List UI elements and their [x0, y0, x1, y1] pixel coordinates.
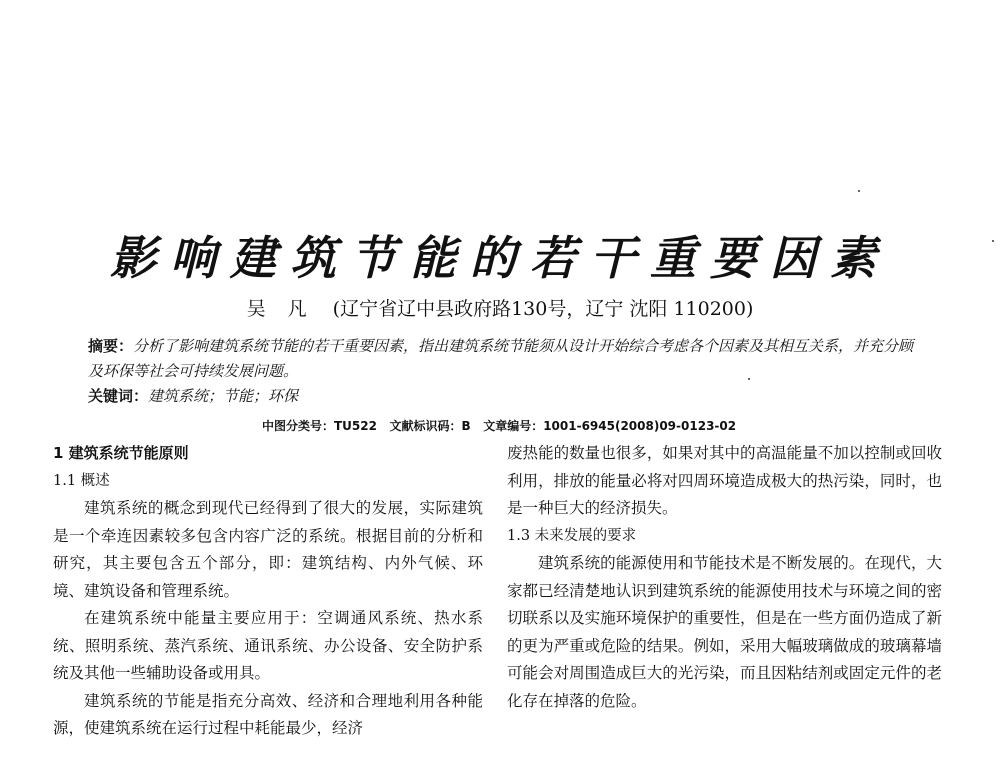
- left-column: [53, 440, 483, 743]
- paragraph-1: 建筑系统的概念到现代已经得到了很大的发展，实际建筑是一个牵连因素较多包含内容广泛的系统。根据目前的分析和研究，其主要包含五个部分，即：建筑结构、内外气候、环境、建筑设备和管理系统。: [53, 499, 483, 600]
- subsection-heading-1-1: 1.1 概述: [53, 472, 110, 489]
- keywords: [88, 384, 918, 409]
- section-heading-1: 1 建筑系统节能原则: [53, 444, 189, 462]
- scan-speck: [992, 240, 994, 242]
- author-name: 吴 凡: [246, 298, 315, 320]
- abstract: [88, 334, 918, 384]
- author-line: [0, 294, 1000, 321]
- paragraph-2: 在建筑系统中能量主要应用于：空调通风系统、热水系统、照明系统、蒸汽系统、通讯系统、办公设备、安全防护系统及其他一些辅助设备或用具。: [53, 609, 483, 682]
- paragraph-4: 建筑系统的能源使用和节能技术是不断发展的。在现代，大家都已经清楚地认识到建筑系统的能源使用技术与环境之间的密切联系以及实施环境保护的重要性，但是在一些方面仍造成了新的更为严重或危险的结果。例如，采用大幅玻璃做成的玻璃幕墙可能会对周围造成巨大的光污染，而且因粘结剂或固定元件的老化存在掉落的危险。: [507, 554, 942, 710]
- abstract-label: 摘要：: [88, 337, 134, 355]
- keywords-label: 关键词：: [88, 387, 149, 405]
- subsection-heading-1-3: 1.3 未来发展的要求: [507, 527, 637, 544]
- paragraph-continued: 废热能的数量也很多，如果对其中的高温能量不加以控制或回收利用，排放的能量必将对四周环境造成极大的热污染，同时，也是一种巨大的经济损失。: [507, 444, 942, 517]
- paragraph-3: 建筑系统的节能是指充分高效、经济和合理地利用各种能源，使建筑系统在运行过程中耗能最少，经济: [53, 691, 483, 737]
- scan-speck: [748, 378, 750, 380]
- abstract-text: 分析了影响建筑系统节能的若干重要因素，指出建筑系统节能须从设计开始综合考虑各个因素及其相互关系，并充分顾及环保等社会可持续发展问题。: [88, 337, 914, 380]
- author-affiliation: (辽宁省辽中县政府路130号，辽宁 沈阳 110200): [332, 298, 754, 320]
- keywords-text: 建筑系统；节能；环保: [148, 387, 299, 405]
- paper-title: 影响建筑节能的若干重要因素: [110, 231, 890, 285]
- classification-line: 中图分类号：TU522 文献标识码：B 文章编号：1001-6945(2008)09-0123-02: [262, 419, 737, 433]
- right-column: [507, 440, 942, 715]
- scan-speck: [858, 190, 860, 192]
- abstract-block: [88, 334, 918, 409]
